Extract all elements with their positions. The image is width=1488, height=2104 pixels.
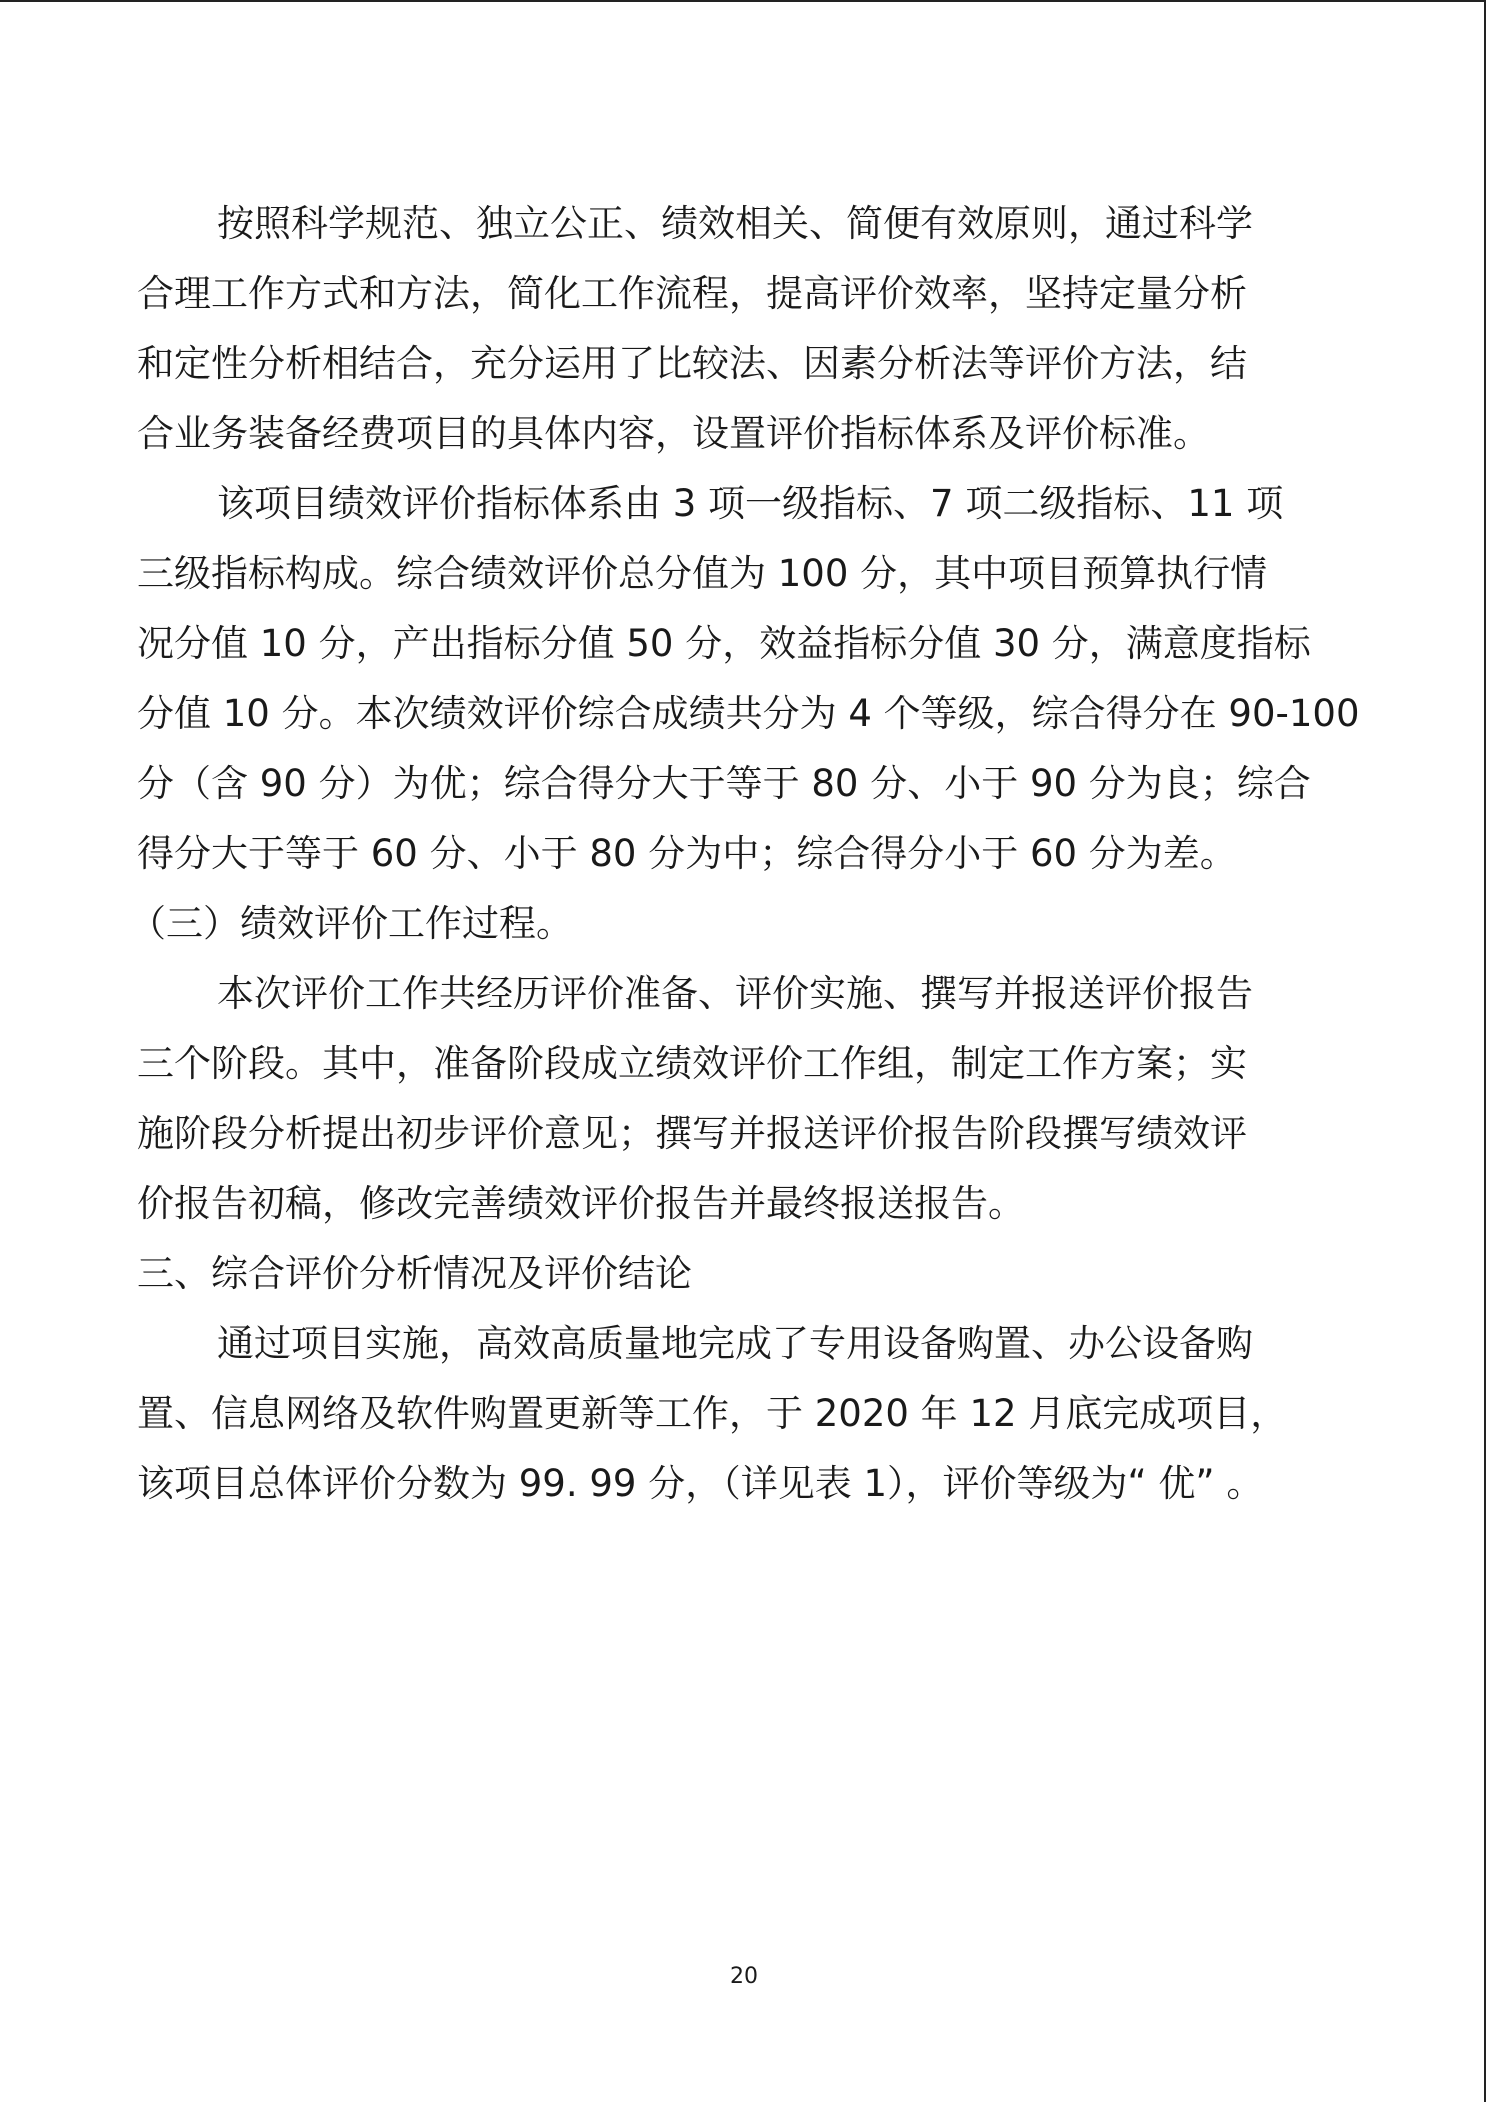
document-body <box>129 189 1360 1519</box>
section-heading-work-process: （三）绩效评价工作过程。 <box>129 902 573 945</box>
paragraph-conclusion-line-1: 通过项目实施，高效高质量地完成了专用设备购置、办公设备购 <box>217 1322 1253 1365</box>
paragraph-conclusion-line-2: 置、信息网络及软件购置更新等工作，于 2020 年 12 月底完成项目， <box>137 1392 1288 1435</box>
section-heading-conclusion: 三、综合评价分析情况及评价结论 <box>137 1252 692 1295</box>
paragraph-indicator-system-line-6: 得分大于等于 60 分、小于 80 分为中；综合得分小于 60 分为差。 <box>137 832 1237 875</box>
paragraph-evaluation-method-line-3: 和定性分析相结合，充分运用了比较法、因素分析法等评价方法，结 <box>137 342 1247 385</box>
paragraph-work-process-line-4: 价报告初稿，修改完善绩效评价报告并最终报送报告。 <box>137 1182 1025 1225</box>
paragraph-work-process-line-1: 本次评价工作共经历评价准备、评价实施、撰写并报送评价报告 <box>217 972 1253 1015</box>
paragraph-evaluation-method-line-4: 合业务装备经费项目的具体内容，设置评价指标体系及评价标准。 <box>137 412 1210 455</box>
paragraph-indicator-system-line-3: 况分值 10 分，产出指标分值 50 分，效益指标分值 30 分，满意度指标 <box>137 622 1311 665</box>
page-number: 20 <box>730 1964 758 1989</box>
paragraph-conclusion-line-3: 该项目总体评价分数为 99. 99 分，（详见表 1），评价等级为“ 优” 。 <box>137 1462 1264 1505</box>
paragraph-indicator-system-line-2: 三级指标构成。综合绩效评价总分值为 100 分，其中项目预算执行情 <box>137 552 1268 595</box>
paragraph-evaluation-method-line-1: 按照科学规范、独立公正、绩效相关、简便有效原则，通过科学 <box>217 202 1253 245</box>
paragraph-evaluation-method-line-2: 合理工作方式和方法，简化工作流程，提高评价效率，坚持定量分析 <box>137 272 1247 315</box>
paragraph-indicator-system-line-1: 该项目绩效评价指标体系由 3 项一级指标、7 项二级指标、11 项 <box>217 482 1284 525</box>
paragraph-indicator-system-line-4: 分值 10 分。本次绩效评价综合成绩共分为 4 个等级，综合得分在 90-100 <box>137 692 1360 735</box>
paragraph-indicator-system-line-5: 分（含 90 分）为优；综合得分大于等于 80 分、小于 90 分为良；综合 <box>137 762 1311 805</box>
paragraph-work-process-line-3: 施阶段分析提出初步评价意见；撰写并报送评价报告阶段撰写绩效评 <box>137 1112 1247 1155</box>
paragraph-work-process-line-2: 三个阶段。其中，准备阶段成立绩效评价工作组，制定工作方案；实 <box>137 1042 1247 1085</box>
